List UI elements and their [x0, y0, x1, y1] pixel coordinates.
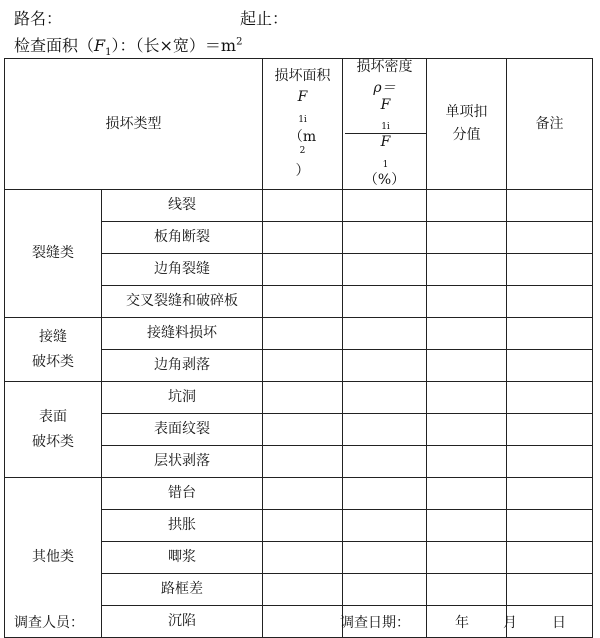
damage-area-input-cell[interactable]: [263, 350, 343, 382]
inspection-area-label: [14, 33, 242, 58]
category-label-line1: 其他类: [32, 549, 74, 566]
damage-item-cell: 边角裂缝: [102, 254, 263, 286]
damage-density-input-cell[interactable]: [343, 382, 427, 414]
remark-input-cell[interactable]: [507, 222, 593, 254]
table-row: [5, 382, 593, 414]
damage-item-cell: 唧浆: [102, 542, 263, 574]
remark-input-cell[interactable]: [507, 542, 593, 574]
damage-density-input-cell[interactable]: [343, 478, 427, 510]
damage-area-input-cell[interactable]: [263, 382, 343, 414]
header-damage-density: [343, 59, 427, 190]
deduct-value-input-cell[interactable]: [427, 318, 507, 350]
deduct-value-input-cell[interactable]: [427, 478, 507, 510]
deduct-value-input-cell[interactable]: [427, 542, 507, 574]
damage-density-input-cell[interactable]: [343, 446, 427, 478]
table-header-row: [5, 59, 593, 190]
damage-density-input-cell[interactable]: [343, 190, 427, 222]
deduct-value-input-cell[interactable]: [427, 350, 507, 382]
damage-area-input-cell[interactable]: [263, 478, 343, 510]
damage-density-input-cell[interactable]: [343, 286, 427, 318]
damage-item-cell: 交叉裂缝和破碎板: [102, 286, 263, 318]
header-damage-area-title: 损坏面积: [274, 67, 331, 84]
density-den-sub: 1: [382, 159, 389, 170]
damage-density-input-cell[interactable]: [343, 414, 427, 446]
category-label-line2: 破坏类: [32, 433, 74, 450]
header-area-subscript: 1i: [298, 114, 307, 125]
damage-density-input-cell[interactable]: [343, 574, 427, 606]
deduct-value-input-cell[interactable]: [427, 510, 507, 542]
header-remark: 备注: [507, 59, 593, 190]
damage-density-input-cell[interactable]: [343, 222, 427, 254]
area-subscript: 1: [105, 47, 112, 59]
remark-input-cell[interactable]: [507, 574, 593, 606]
damage-area-input-cell[interactable]: [263, 190, 343, 222]
category-label-line1: 接缝: [39, 328, 67, 345]
deduct-value-input-cell[interactable]: [427, 446, 507, 478]
road-name-label: 路名：: [14, 9, 63, 28]
deduct-value-input-cell[interactable]: [427, 286, 507, 318]
damage-item-cell: 层状剥落: [102, 446, 263, 478]
damage-item-cell: 错台: [102, 478, 263, 510]
deduct-value-input-cell[interactable]: [427, 222, 507, 254]
density-rho: ρ＝: [373, 79, 396, 96]
header-area-unit-exp: 2: [299, 145, 306, 156]
deduct-value-input-cell[interactable]: [427, 574, 507, 606]
table-row: [5, 318, 593, 350]
header-deduct-line2: 分值: [452, 127, 481, 144]
remark-input-cell[interactable]: [507, 254, 593, 286]
remark-input-cell[interactable]: [507, 414, 593, 446]
remark-input-cell[interactable]: [507, 190, 593, 222]
header-density-unit: （%）: [363, 172, 406, 189]
header-area-symbol: F: [297, 88, 308, 105]
damage-area-input-cell[interactable]: [263, 414, 343, 446]
area-label-suffix: ）：（长×宽）＝m: [111, 36, 237, 55]
damage-survey-table: [4, 58, 593, 638]
table-row: [5, 478, 593, 510]
month-label: 月: [503, 615, 517, 631]
year-label: 年: [455, 615, 469, 631]
damage-area-input-cell[interactable]: [263, 510, 343, 542]
damage-area-input-cell[interactable]: [263, 254, 343, 286]
density-num-symbol: F: [380, 96, 391, 113]
inspector-label: 调查人员：: [14, 615, 84, 631]
remark-input-cell[interactable]: [507, 510, 593, 542]
category-label-line1: 裂缝类: [32, 245, 74, 262]
area-label-prefix: 检查面积（: [14, 36, 95, 55]
survey-date-label: 调查日期：: [340, 615, 410, 631]
damage-area-input-cell[interactable]: [263, 222, 343, 254]
damage-item-cell: 拱胀: [102, 510, 263, 542]
category-cell: [5, 190, 102, 318]
header-deduct-line1: 单项扣: [445, 104, 488, 121]
density-denominator: [345, 134, 426, 170]
day-label: 日: [552, 615, 566, 631]
damage-item-cell: 沉陷: [102, 606, 263, 638]
header-density-title: 损坏密度: [356, 59, 413, 75]
density-num-sub: 1i: [381, 122, 390, 133]
category-cell: [5, 318, 102, 382]
header-deduct-value: [427, 59, 507, 190]
damage-item-cell: 表面纹裂: [102, 414, 263, 446]
road-range-label: 起止：: [240, 9, 289, 28]
deduct-value-input-cell[interactable]: [427, 382, 507, 414]
table-row: [5, 190, 593, 222]
category-label-line2: 破坏类: [32, 353, 74, 370]
damage-item-cell: 边角剥落: [102, 350, 263, 382]
damage-density-input-cell[interactable]: [343, 254, 427, 286]
deduct-value-input-cell[interactable]: [427, 414, 507, 446]
density-numerator: [345, 97, 426, 134]
category-cell: [5, 382, 102, 478]
damage-item-cell: 板角断裂: [102, 222, 263, 254]
density-fraction: [345, 97, 426, 171]
damage-area-input-cell[interactable]: [263, 318, 343, 350]
damage-item-cell: 坑洞: [102, 382, 263, 414]
remark-input-cell[interactable]: [507, 446, 593, 478]
damage-area-input-cell[interactable]: [263, 574, 343, 606]
remark-input-cell[interactable]: [507, 350, 593, 382]
damage-density-input-cell[interactable]: [343, 542, 427, 574]
deduct-value-input-cell[interactable]: [427, 254, 507, 286]
damage-area-input-cell[interactable]: [263, 446, 343, 478]
header-damage-area: [263, 59, 343, 190]
table-body: [5, 190, 593, 638]
category-label-line1: 表面: [39, 408, 67, 425]
area-unit-exponent: 2: [236, 36, 243, 48]
remark-input-cell[interactable]: [507, 286, 593, 318]
damage-area-input-cell[interactable]: [263, 542, 343, 574]
damage-area-input-cell[interactable]: [263, 286, 343, 318]
damage-item-cell: 路框差: [102, 574, 263, 606]
damage-density-input-cell[interactable]: [343, 350, 427, 382]
remark-input-cell[interactable]: [507, 478, 593, 510]
area-symbol: F: [94, 36, 106, 55]
remark-input-cell[interactable]: [507, 382, 593, 414]
density-den-symbol: F: [380, 133, 391, 150]
damage-density-input-cell[interactable]: [343, 318, 427, 350]
damage-item-cell: 线裂: [102, 190, 263, 222]
header-damage-type: 损坏类型: [5, 59, 263, 190]
header-area-unit-prefix: （m: [288, 129, 317, 146]
remark-input-cell[interactable]: [507, 318, 593, 350]
damage-density-input-cell[interactable]: [343, 510, 427, 542]
deduct-value-input-cell[interactable]: [427, 190, 507, 222]
damage-item-cell: 接缝料损坏: [102, 318, 263, 350]
header-area-unit-suffix: ）: [295, 163, 310, 180]
